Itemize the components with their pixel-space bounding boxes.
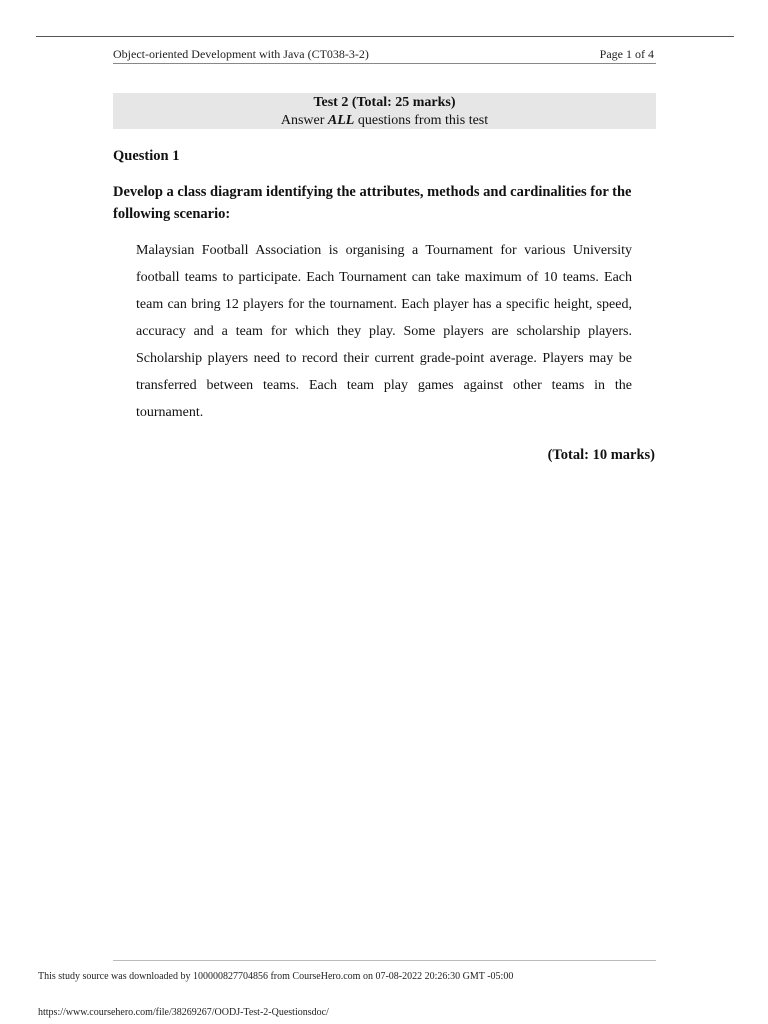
footer-rule <box>113 960 656 961</box>
download-notice: This study source was downloaded by 100000827704856 from CourseHero.com on 07-08-2022 20:26:30 GMT -05:00 <box>38 971 514 982</box>
instructions-post: questions from this test <box>354 113 489 128</box>
test-banner <box>113 93 656 129</box>
header-rule <box>113 63 656 64</box>
test-title: Test 2 (Total: 25 marks) <box>313 95 456 110</box>
page-number: Page 1 of 4 <box>599 47 654 61</box>
course-title: Object-oriented Development with Java (CT038-3-2) <box>113 47 369 61</box>
question-marks: (Total: 10 marks) <box>547 447 655 463</box>
instructions-pre: Answer <box>280 113 328 128</box>
scenario-text: Malaysian Football Association is organising a Tournament for various University football teams to participate. Each Tournament can take maximum of 10 teams. Each team can bring 12 players for the tournament. Each player has a specific height, speed, accuracy and a team for which they play. Some players are scholarship players. Scholarship players need to record their current grade-point average. Players may be transferred between teams. Each team play games against other teams in the tournament. <box>136 243 632 420</box>
question-prompt: Develop a class diagram identifying the attributes, methods and cardinalities for the following scenario: <box>113 184 632 222</box>
test-instructions <box>113 112 656 129</box>
page-header <box>113 45 656 63</box>
top-rule <box>36 36 734 37</box>
source-url[interactable]: https://www.coursehero.com/file/38269267/OODJ-Test-2-Questionsdoc/ <box>38 1007 329 1018</box>
question-heading: Question 1 <box>113 148 180 164</box>
instructions-emphasis: ALL <box>327 113 355 128</box>
